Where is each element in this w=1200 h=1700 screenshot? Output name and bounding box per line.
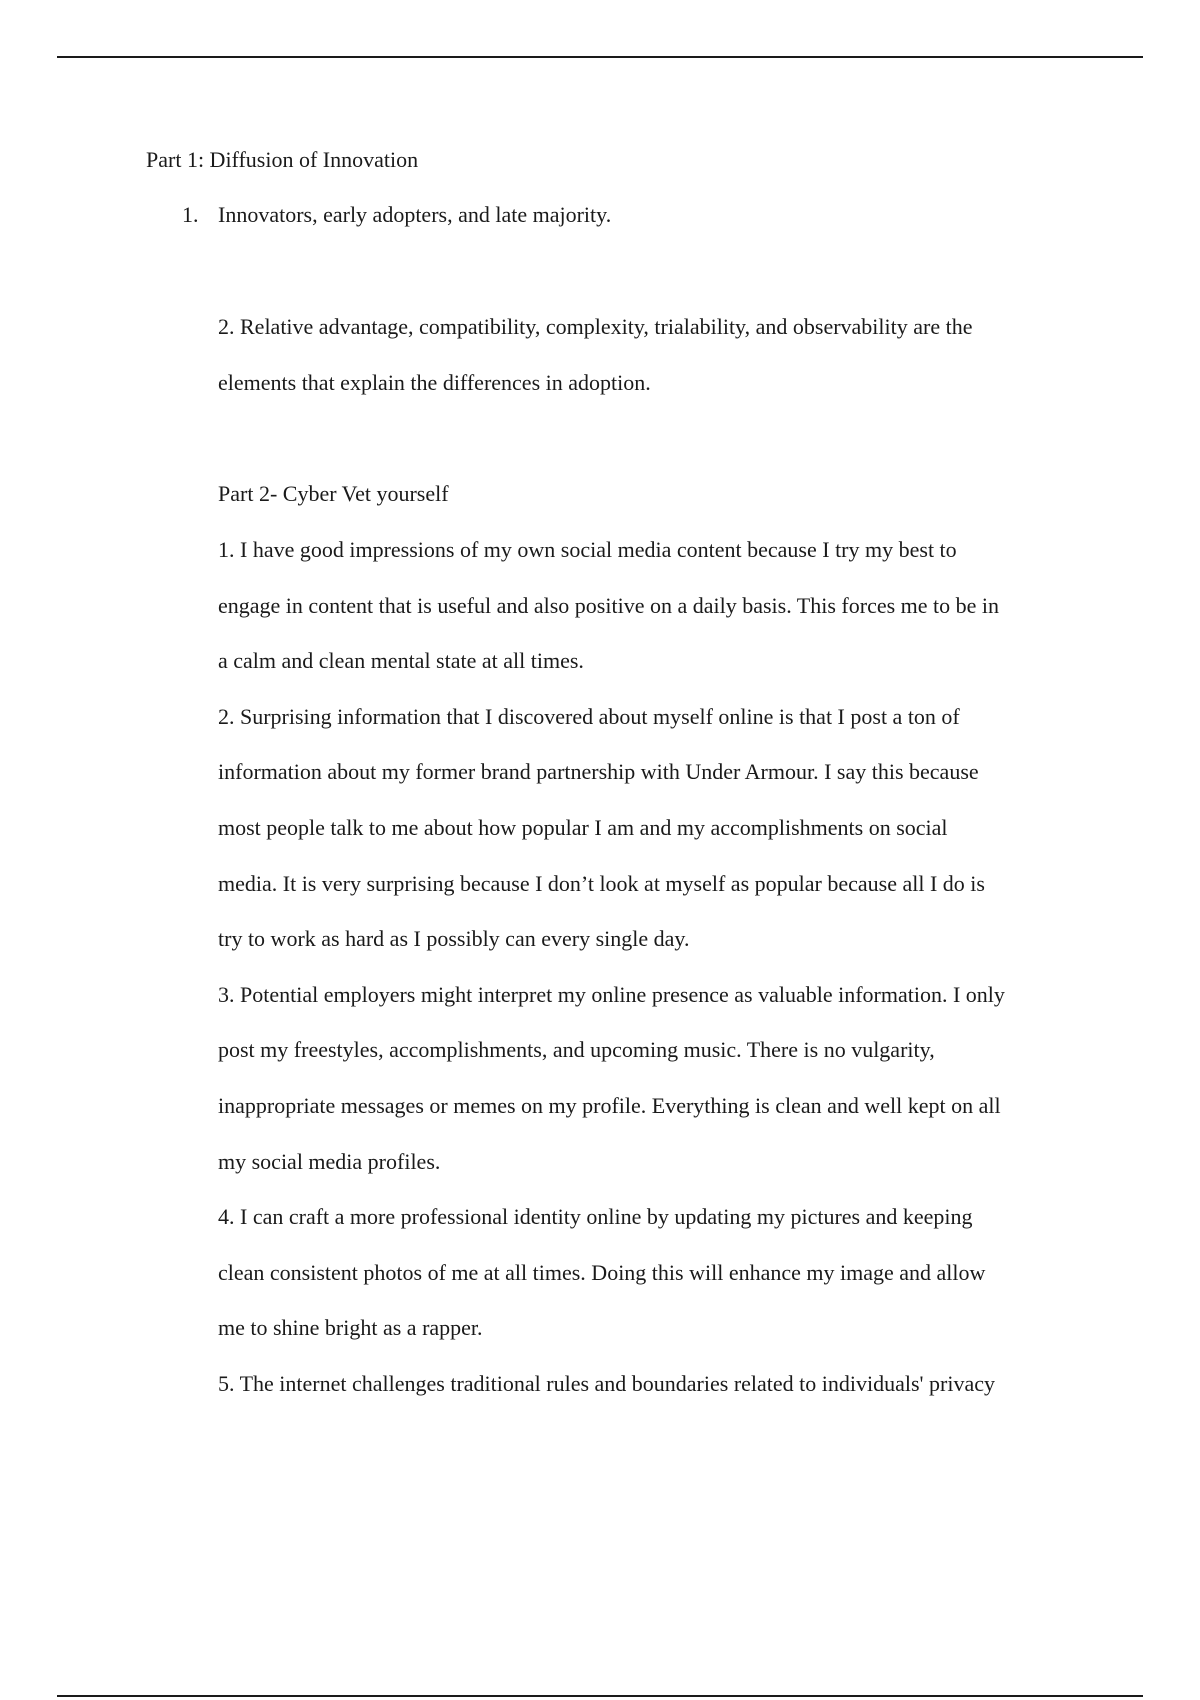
paragraph-line: try to work as hard as I possibly can every single day. <box>218 926 690 951</box>
paragraph-line: 2. Relative advantage, compatibility, complexity, trialability, and observability are the <box>218 314 973 339</box>
paragraph-line: information about my former brand partnership with Under Armour. I say this because <box>218 759 979 784</box>
part2-heading: Part 2- Cyber Vet yourself <box>218 481 449 506</box>
list-number: 1. <box>182 202 199 227</box>
list-item-text: Innovators, early adopters, and late majority. <box>218 202 612 227</box>
paragraph-line: engage in content that is useful and also positive on a daily basis. This forces me to be in <box>218 593 1000 618</box>
paragraph-line: most people talk to me about how popular I am and my accomplishments on social <box>218 815 948 840</box>
paragraph-line: elements that explain the differences in adoption. <box>218 370 651 395</box>
paragraph-line: clean consistent photos of me at all times. Doing this will enhance my image and allow <box>218 1260 986 1285</box>
paragraph-line: 4. I can craft a more professional identity online by updating my pictures and keeping <box>218 1204 973 1229</box>
paragraph-line: 2. Surprising information that I discovered about myself online is that I post a ton of <box>218 704 960 729</box>
paragraph-line: a calm and clean mental state at all times. <box>218 648 584 673</box>
paragraph-line: 3. Potential employers might interpret my online presence as valuable information. I only <box>218 982 1005 1007</box>
page-bottom-rule <box>57 1695 1143 1697</box>
page-top-rule <box>57 56 1143 58</box>
paragraph-line: post my freestyles, accomplishments, and upcoming music. There is no vulgarity, <box>218 1037 935 1062</box>
paragraph-line: me to shine bright as a rapper. <box>218 1315 483 1340</box>
part1-heading: Part 1: Diffusion of Innovation <box>146 147 419 172</box>
paragraph-line: inappropriate messages or memes on my profile. Everything is clean and well kept on all <box>218 1093 1001 1118</box>
paragraph-line: 5. The internet challenges traditional rules and boundaries related to individuals' privacy <box>218 1371 995 1396</box>
paragraph-line: 1. I have good impressions of my own social media content because I try my best to <box>218 537 957 562</box>
paragraph-line: my social media profiles. <box>218 1149 441 1174</box>
paragraph-line: media. It is very surprising because I don’t look at myself as popular because all I do is <box>218 871 985 896</box>
